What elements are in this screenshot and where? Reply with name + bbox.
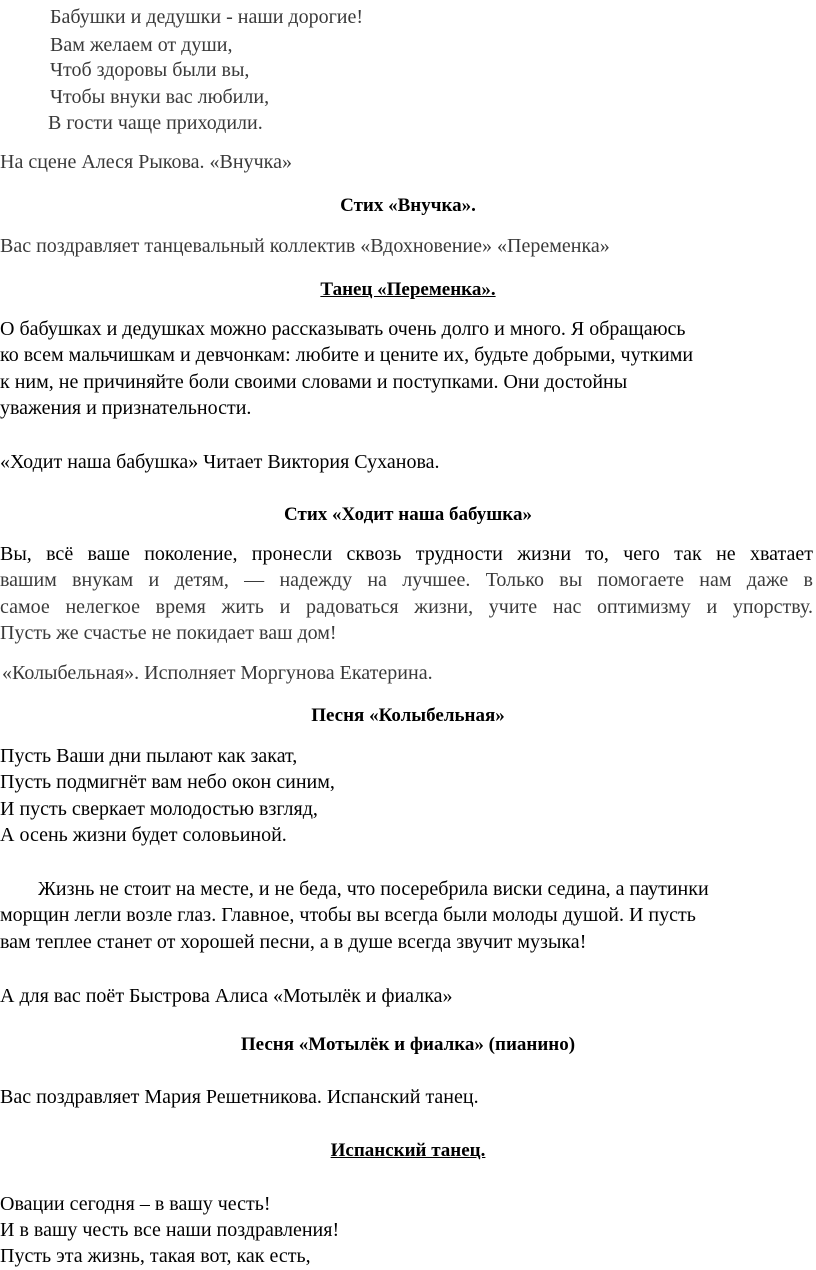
section-heading: Песня «Мотылёк и фиалка» (пианино): [240, 1034, 576, 1055]
intro-poem-line: Бабушки и дедушки - наши дорогие!: [50, 6, 364, 28]
intro-poem-line: Чтобы внуки вас любили,: [50, 86, 270, 108]
announcement: «Колыбельная». Исполняет Моргунова Екатерина.: [2, 662, 433, 684]
poem-line: А осень жизни будет соловьиной.: [0, 824, 287, 846]
announcement: «Ходит наша бабушка» Читает Виктория Суханова.: [0, 451, 440, 473]
paragraph-line: Пусть же счастье не покидает ваш дом!: [0, 622, 337, 644]
announcement: На сцене Алеся Рыкова. «Внучка»: [0, 151, 292, 173]
poem-line: И в вашу честь все наши поздравления!: [0, 1219, 340, 1241]
intro-poem-line: Вам желаем от души,: [50, 34, 233, 56]
paragraph-line: О бабушках и дедушках можно рассказывать очень долго и много. Я обращаюсь: [0, 318, 686, 340]
section-heading: Танец «Переменка».: [320, 279, 496, 300]
announcement: Вас поздравляет Мария Решетникова. Испанский танец.: [0, 1086, 479, 1108]
poem-line: Пусть Ваши дни пылают как закат,: [0, 745, 298, 767]
paragraph-line: Вы, всё ваше поколение, пронесли сквозь трудности жизни то, чего так не хватает: [0, 543, 813, 565]
section-heading: Стих «Внучка».: [340, 195, 476, 216]
paragraph-line: Жизнь не стоит на месте, и не беда, что посеребрила виски седина, а паутинки: [38, 878, 709, 900]
paragraph-line: вам теплее станет от хорошей песни, а в душе всегда звучит музыка!: [0, 931, 587, 953]
paragraph-line: ко всем мальчишкам и девчонкам: любите и цените их, будьте добрыми, чуткими: [0, 344, 694, 366]
intro-poem-line: В гости чаще приходили.: [48, 112, 263, 134]
announcement: Вас поздравляет танцевальный коллектив «Вдохновение» «Переменка»: [0, 235, 610, 257]
paragraph-line: вашим внукам и детям, — надежду на лучшее. Только вы помогаете нам даже в: [0, 569, 813, 591]
paragraph-line: к ним, не причиняйте боли своими словами и поступками. Они достойны: [0, 371, 628, 393]
announcement: А для вас поёт Быстрова Алиса «Мотылёк и фиалка»: [0, 985, 453, 1007]
section-heading: Песня «Колыбельная»: [311, 705, 505, 726]
poem-line: Пусть эта жизнь, такая вот, как есть,: [0, 1245, 311, 1267]
paragraph-line: морщин легли возле глаз. Главное, чтобы вы всегда были молоды душой. И пусть: [0, 904, 696, 926]
paragraph-line: самое нелегкое время жить и радоваться жизни, учите нас оптимизму и упорству.: [0, 596, 813, 618]
poem-line: Овации сегодня – в вашу честь!: [0, 1193, 271, 1215]
section-heading: Стих «Ходит наша бабушка»: [284, 504, 532, 525]
intro-poem-line: Чтоб здоровы были вы,: [50, 59, 250, 81]
poem-line: Пусть подмигнёт вам небо окон синим,: [0, 771, 335, 793]
paragraph-line: уважения и признательности.: [0, 397, 252, 419]
poem-line: И пусть сверкает молодостью взгляд,: [0, 798, 318, 820]
section-heading: Испанский танец.: [330, 1140, 486, 1161]
